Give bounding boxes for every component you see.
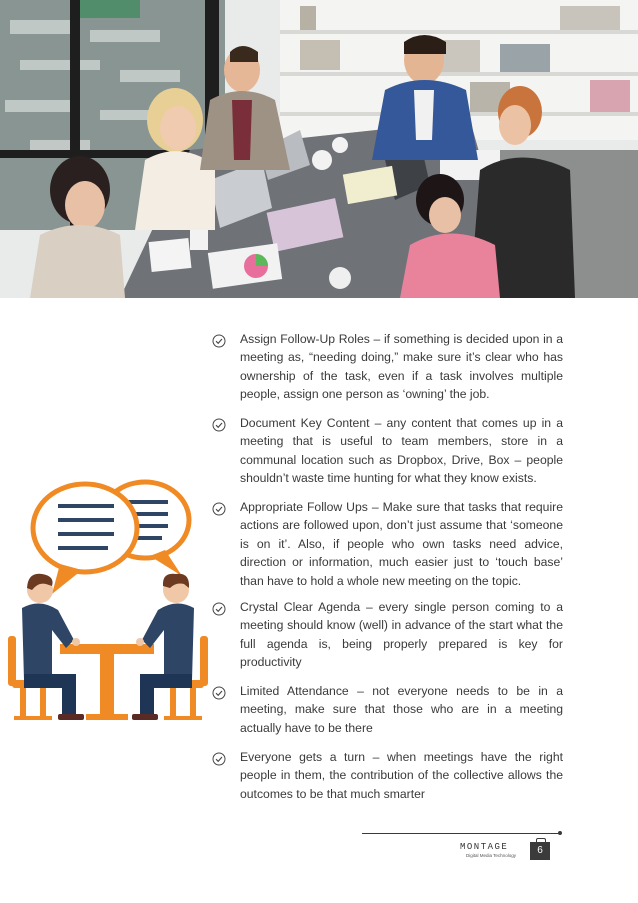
check-circle-icon: [212, 418, 226, 432]
list-item-text: Everyone gets a turn – when meetings have the right people in them, the contribution of the collective allows the outcomes to be that much smarter: [240, 750, 563, 801]
list-item-text: Crystal Clear Agenda – every single person coming to a meeting should know (well) in advance of the start what the full agenda is, being properly prepared is key for productivity: [240, 600, 563, 670]
meeting-photo: [0, 0, 638, 298]
brand-logo: [460, 842, 520, 862]
check-circle-icon: [212, 334, 226, 348]
footer-rule: [362, 833, 560, 834]
check-circle-icon: [212, 502, 226, 516]
page-number: 6: [537, 845, 543, 856]
briefcase-icon: [530, 842, 550, 860]
check-circle-icon: [212, 602, 226, 616]
list-item-text: Assign Follow-Up Roles – if something is decided upon in a meeting as, “needing doing,” make sure it’s clear who has ownership of the task, even if a task involves multiple people, assign one person as ‘owning’ the job.: [240, 332, 563, 402]
list-item-text: Appropriate Follow Ups – Make sure that tasks that require actions are followed upon, don’t just assume that ‘someone is on it’. Also, if people who own tasks need advice, direction or information, much easier just to ‘touch base’ than have to hold a whole new meeting on the topic.: [240, 500, 563, 588]
list-item-text: Limited Attendance – not everyone needs to be in a meeting, make sure that those who are in a meeting actually have to be there: [240, 684, 563, 735]
two-people-talking-icon: [0, 468, 222, 728]
check-circle-icon: [212, 686, 226, 700]
brand-tagline: Digital Media Technology: [466, 853, 516, 858]
brand-name: MONTAGE: [460, 842, 509, 852]
list-item-text: Document Key Content – any content that comes up in a meeting that is useful to team members, store in a communal location such as Dropbox, Drive, Box – people shouldn’t waste time hunting for what they know exists.: [240, 416, 563, 486]
footer-rule-dot: [558, 831, 562, 835]
check-circle-icon: [212, 752, 226, 766]
